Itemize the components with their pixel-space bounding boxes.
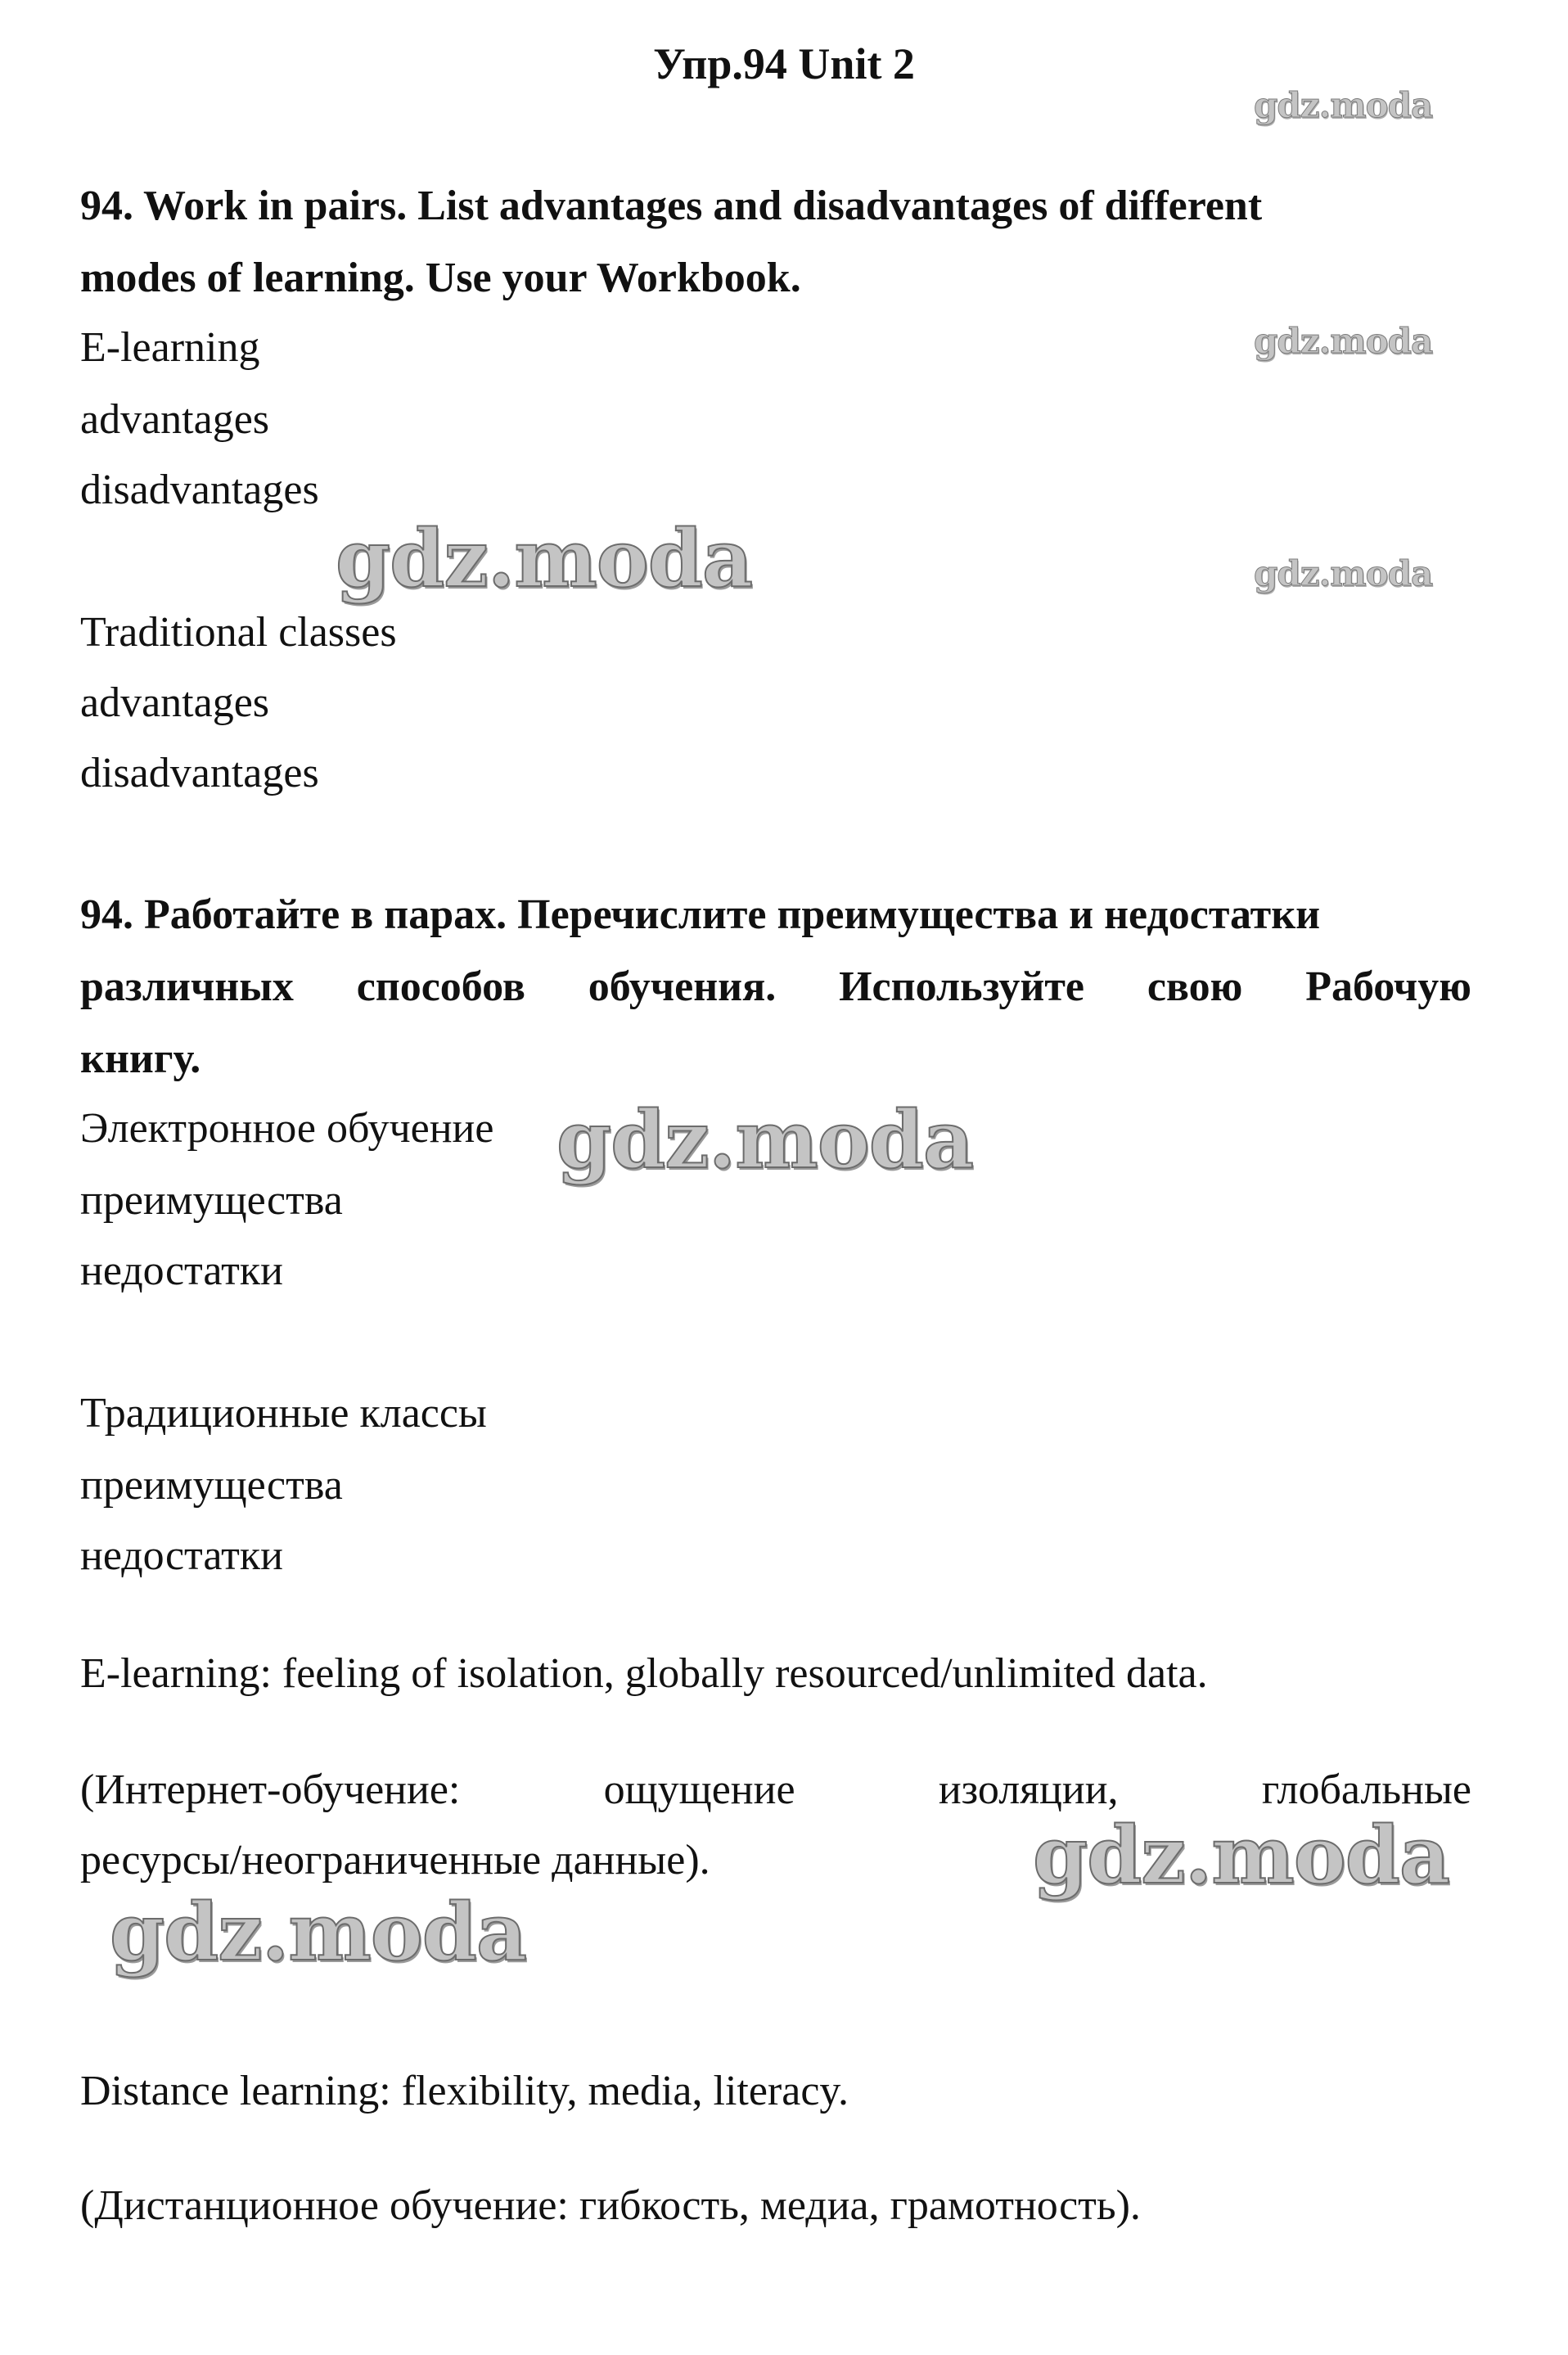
answer-word: (Интернет-обучение: [80, 1766, 461, 1813]
answer-distance-en: Distance learning: flexibility, media, literacy. [80, 2068, 849, 2114]
task-heading-ru-line1: 94. Работайте в парах. Перечислите преимущества и недостатки [80, 891, 1321, 938]
task-word: различных [80, 963, 294, 1010]
answer-elearning-en: E-learning: feeling of isolation, globally resourced/unlimited data. [80, 1650, 1208, 1697]
watermark-logo: gdz.moda [556, 1094, 974, 1186]
answer-word: ощущение [603, 1766, 795, 1813]
task-heading-ru-line2 [80, 951, 1471, 1023]
traditional-disadvantages-en: disadvantages [80, 750, 319, 796]
watermark-logo: gdz.moda [1033, 1809, 1450, 1902]
elearning-disadvantages-ru: недостатки [80, 1247, 283, 1294]
answer-word: изоляции, [938, 1766, 1119, 1813]
answer-word: глобальные [1261, 1766, 1471, 1813]
watermark-logo: gdz.moda [110, 1886, 527, 1978]
task-heading-ru-line3: книгу. [80, 1035, 201, 1082]
task-heading-en-line1: 94. Work in pairs. List advantages and disadvantages of different [80, 183, 1263, 229]
task-word: Рабочую [1305, 963, 1471, 1010]
watermark-logo: gdz.moda [1254, 85, 1433, 125]
elearning-advantages-ru: преимущества [80, 1177, 343, 1224]
watermark-logo: gdz.moda [1254, 553, 1433, 593]
watermark-logo: gdz.moda [1254, 321, 1433, 361]
task-word: Используйте [839, 963, 1084, 1010]
task-word: обучения. [588, 963, 777, 1010]
traditional-label-en: Traditional classes [80, 609, 397, 656]
traditional-advantages-en: advantages [80, 679, 270, 726]
elearning-label-en: E-learning [80, 324, 260, 371]
traditional-advantages-ru: преимущества [80, 1462, 343, 1509]
answer-distance-ru: (Дистанционное обучение: гибкость, медиа, грамотность). [80, 2182, 1141, 2229]
elearning-label-ru: Электронное обучение [80, 1105, 494, 1152]
task-word: свою [1147, 963, 1243, 1010]
answer-elearning-ru-line2: ресурсы/неограниченные данные). [80, 1837, 710, 1884]
watermark-logo: gdz.moda [336, 512, 753, 605]
traditional-label-ru: Традиционные классы [80, 1390, 487, 1437]
traditional-disadvantages-ru: недостатки [80, 1532, 283, 1579]
page-title: Упр.94 Unit 2 [653, 39, 915, 88]
elearning-disadvantages-en: disadvantages [80, 467, 319, 513]
task-heading-en-line2: modes of learning. Use your Workbook. [80, 255, 801, 301]
task-word: способов [356, 963, 525, 1010]
elearning-advantages-en: advantages [80, 396, 270, 443]
